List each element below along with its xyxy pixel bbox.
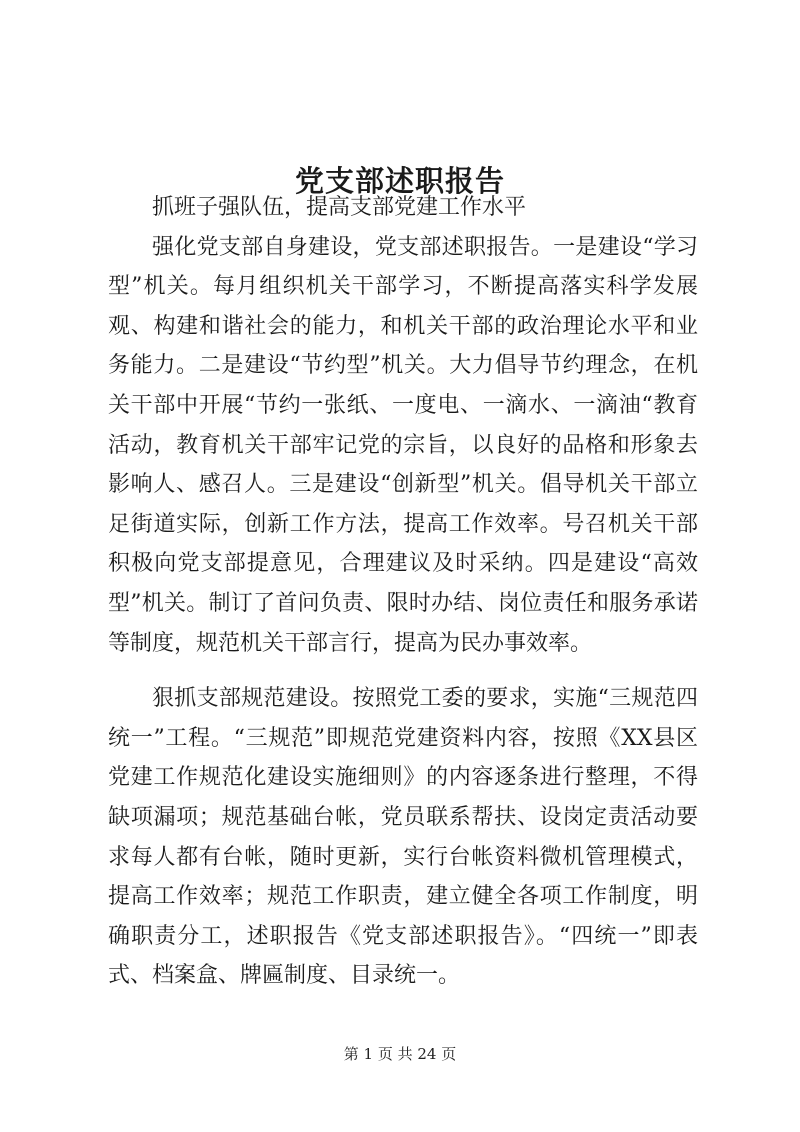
- paragraph-2: 狠抓支部规范建设。按照党工委的要求，实施“三规范四统一”工程。“三规范”即规范党建资料内容，按照《XX县区党建工作规范化建设实施细则》的内容逐条进行整理，不得缺项漏项；规范基础台帐，党员联系帮扶、设岗定责活动要求每人都有台帐，随时更新，实行台帐资料微机管理模式，提高工作效率；规范工作职责，建立健全各项工作制度，明确职责分工，述职报告《党支部述职报告》。“四统一”即表式、档案盒、牌匾制度、目录统一。: [108, 686, 698, 989]
- document-title: 党支部述职报告: [294, 164, 505, 199]
- paragraph-1: 强化党支部自身建设，党支部述职报告。一是建设“学习型”机关。每月组织机关干部学习，不断提高落实科学发展观、构建和谐社会的能力，和机关干部的政治理论水平和业务能力。二是建设“节约型”机关。大力倡导节约理念，在机关干部中开展“节约一张纸、一度电、一滴水、一滴油“教育活动，教育机关干部牢记党的宗旨，以良好的品格和形象去影响人、感召人。三是建设“创新型”机关。倡导机关干部立足街道实际，创新工作方法，提高工作效率。号召机关干部积极向党支部提意见，合理建议及时采纳。四是建设“高效型”机关。制订了首问负责、限时办结、岗位责任和服务承诺等制度，规范机关干部言行，提高为民办事效率。: [108, 234, 698, 656]
- page-number-footer: 第 1 页 共 24 页: [343, 1045, 457, 1063]
- paragraph-subheading: 抓班子强队伍，提高支部党建工作水平: [152, 195, 527, 220]
- document-body: [108, 188, 698, 996]
